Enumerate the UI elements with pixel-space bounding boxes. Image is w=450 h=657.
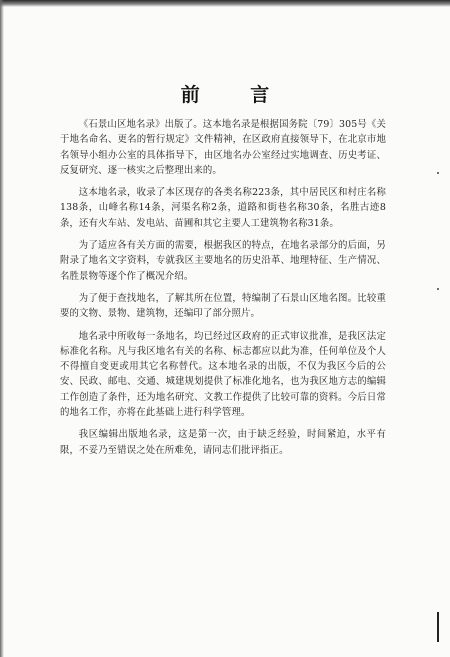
paragraph-6: 我区编辑出版地名录，这是第一次，由于缺乏经验，时间紧迫，水平有限，不妥乃至错误之处在所难免，请同志们批评指正。 <box>60 429 386 456</box>
scan-top-shadow <box>0 0 450 7</box>
paragraph-5: 地名录中所收每一条地名，均已经过区政府的正式审议批准，是我区法定标准化名称。凡与我区地名有关的名称、标志都应以此为准，任何单位及个人不得擅自变更或用其它名称替代。这本地名录的出版，不仅为我区今后的公安、民政、邮电、交通、城建规划提供了标准化地名，也为我区地方志的编辑工作创造了条件，还为地名研究、文教工作提供了比较可靠的资料。今后日常的地名工作，亦将在此基础上进行科学管理。 <box>60 330 386 419</box>
paragraph-1: 《石景山区地名录》出版了。这本地名录是根据国务院〔79〕305号《关于地名命名、更名的暂行规定》文件精神，在区政府直接领导下，在北京市地名领导小组办公室的具体指导下，由区地名办公室经过实地调查、历史考证、反复研究、逐一核实之后整理出来的。 <box>60 119 386 176</box>
preface-title: 前 言 <box>180 84 292 106</box>
scan-speck <box>437 288 439 290</box>
paragraph-3: 为了适应各有关方面的需要，根据我区的特点，在地名录部分的后面，另附录了地名文字资料，专就我区主要地名的历史沿革、地理特征、生产情况、名胜景物等逐个作了概况介绍。 <box>60 240 386 282</box>
margin-mark <box>437 612 439 642</box>
paragraph-4: 为了便于查找地名，了解其所在位置，特编制了石景山区地名图。比较重要的文物、景物、建筑物，还编印了部分照片。 <box>60 292 386 320</box>
preface-body <box>60 117 386 465</box>
paragraph-2: 这本地名录，收录了本区现存的各类名称223条，其中居民区和村庄名称138条，山峰名称14条，河渠名称2条，道路和街巷名称30条，名胜古迹8条，还有火车站、发电站、苗圃和其它主要人工建筑物名称31条。 <box>60 187 386 229</box>
scan-speck <box>437 172 439 174</box>
